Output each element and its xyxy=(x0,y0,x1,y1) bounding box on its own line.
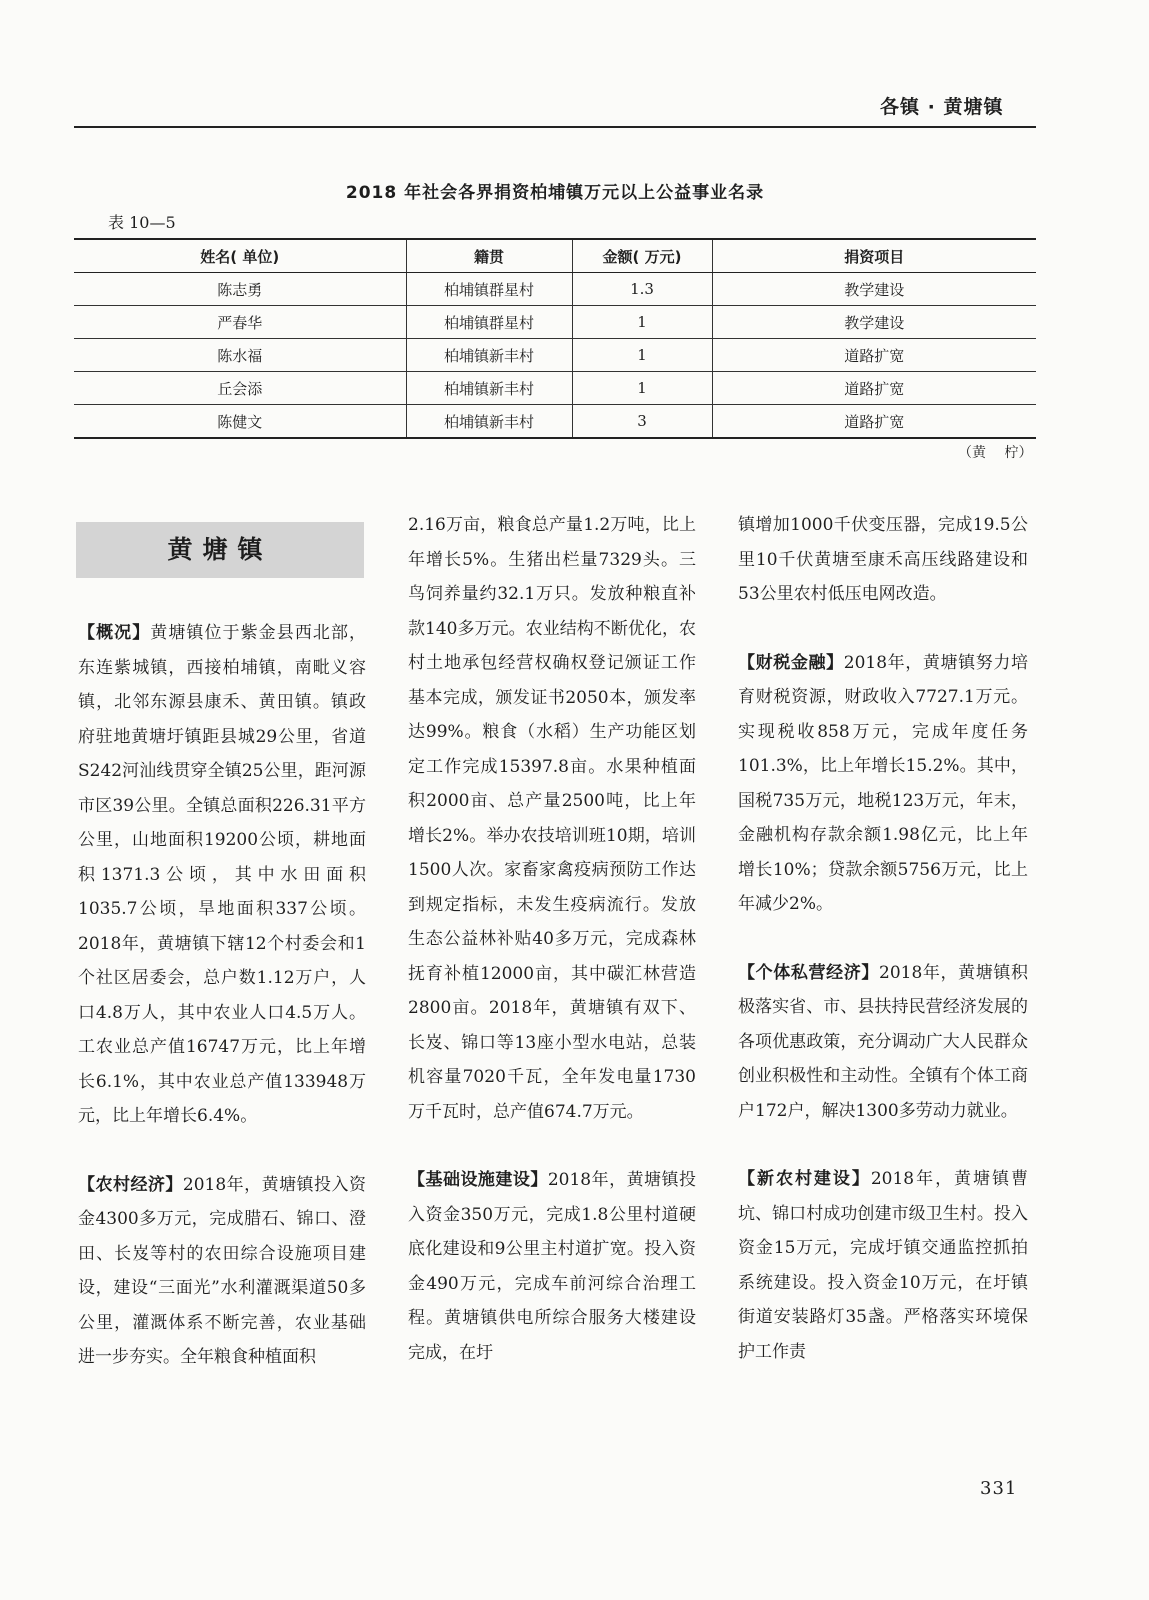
cell-name: 陈水福 xyxy=(74,339,406,372)
cell-origin: 柏埔镇群星村 xyxy=(406,273,572,306)
cell-amount: 1 xyxy=(572,306,712,339)
cell-name: 陈志勇 xyxy=(74,273,406,306)
table-row xyxy=(74,306,1036,339)
paragraph-heading: 【农村经济】 xyxy=(78,1174,183,1195)
paragraph-heading: 【财税金融】 xyxy=(738,652,844,673)
paragraph-private-economy xyxy=(738,956,1028,1129)
table-title: 2018 年社会各界捐资柏埔镇万元以上公益事业名录 xyxy=(345,183,765,203)
paragraph-text: 2018年，黄塘镇投入资金4300多万元，完成腊石、锦口、澄田、长岌等村的农田综合设施项目建设，建设“三面光”水利灌溉渠道50多公里，灌溉体系不断完善，农业基础进一步夯实。全年粮食种植面积 xyxy=(78,1174,367,1367)
table-author: （黄 柠） xyxy=(958,445,1033,461)
header-rule xyxy=(74,126,1036,128)
cell-project: 道路扩宽 xyxy=(712,372,1036,405)
cell-name: 陈健文 xyxy=(74,405,406,439)
paragraph-text: 镇增加1000千伏变压器，完成19.5公里10千伏黄塘至康禾高压线路建设和53公里农村低压电网改造。 xyxy=(738,515,1028,604)
cell-origin: 柏埔镇新丰村 xyxy=(406,372,572,405)
cell-amount: 1 xyxy=(572,372,712,405)
cell-project: 道路扩宽 xyxy=(712,339,1036,372)
paragraph-overview xyxy=(78,616,366,1134)
text-column-1 xyxy=(78,616,366,1375)
column-header-project: 捐资项目 xyxy=(712,239,1036,273)
column-header-amount: 金额( 万元) xyxy=(572,239,712,273)
cell-project: 教学建设 xyxy=(712,273,1036,306)
donation-table xyxy=(74,238,1036,439)
cell-origin: 柏埔镇新丰村 xyxy=(406,339,572,372)
paragraph-text: 2018年，黄塘镇投入资金350万元，完成1.8公里村道硬底化建设和9公里主村道扩宽。投入资金490万元，完成车前河综合治理工程。黄塘镇供电所综合服务大楼建设完成，在圩 xyxy=(408,1170,697,1363)
table-header-row xyxy=(74,239,1036,273)
paragraph-heading: 【个体私营经济】 xyxy=(738,962,879,983)
column-header-name: 姓名( 单位) xyxy=(74,239,406,273)
paragraph-text: 2018年，黄塘镇努力培育财税资源，财政收入7727.1万元。实现税收858万元，完成年度任务101.3%，比上年增长15.2%。其中，国税735万元，地税123万元，年末，金融机构存款余额1.98亿元，比上年增长10%；贷款余额5756万元，比上年减少2%。 xyxy=(738,652,1029,914)
paragraph-text: 黄塘镇位于紫金县西北部，东连紫城镇，西接柏埔镇，南毗义容镇，北邻东源县康禾、黄田镇。镇政府驻地黄塘圩镇距县城29公里，省道S242河汕线贯穿全镇25公里，距河源市区39公里。全镇总面积226.31平方公里，山地面积19200公顷，耕地面积1371.3公顷，其中水田面积1035.7公顷，旱地面积337公顷。2018年，黄塘镇下辖12个村委会和1个社区居委会，总户数1.12万户，人口4.8万人，其中农业人口4.5万人。工农业总产值16747万元，比上年增长6.1%，其中农业总产值133948万元，比上年增长6.4%。 xyxy=(78,623,367,1126)
paragraph-new-rural xyxy=(738,1162,1028,1369)
paragraph-text: 2018年，黄塘镇积极落实省、市、县扶持民营经济发展的各项优惠政策，充分调动广大人民群众创业积极性和主动性。全镇有个体工商户172户，解决1300多劳动力就业。 xyxy=(738,962,1029,1121)
table-row xyxy=(74,339,1036,372)
section-title: 黄塘镇 xyxy=(76,522,364,578)
cell-amount: 1 xyxy=(572,339,712,372)
text-column-3 xyxy=(738,508,1028,1369)
cell-origin: 柏埔镇群星村 xyxy=(406,306,572,339)
cell-project: 教学建设 xyxy=(712,306,1036,339)
cell-name: 丘会添 xyxy=(74,372,406,405)
table-label: 表 10—5 xyxy=(108,213,176,232)
table-row xyxy=(74,273,1036,306)
column-header-origin: 籍贯 xyxy=(406,239,572,273)
paragraph-infrastructure-cont xyxy=(738,508,1028,612)
page-number: 331 xyxy=(980,1478,1018,1499)
cell-project: 道路扩宽 xyxy=(712,405,1036,439)
paragraph-infrastructure xyxy=(408,1163,696,1370)
paragraph-heading: 【新农村建设】 xyxy=(738,1169,871,1189)
paragraph-rural-economy-cont xyxy=(408,508,696,1129)
paragraph-text: 2.16万亩，粮食总产量1.2万吨，比上年增长5%。生猪出栏量7329头。三鸟饲养量约32.1万只。发放种粮直补款140多万元。农业结构不断优化，农村土地承包经营权确权登记颁证工作基本完成，颁发证书2050本，颁发率达99%。粮食（水稻）生产功能区划定工作完成15397.8亩。水果种植面积2000亩、总产量2500吨，比上年增长2%。举办农技培训班10期，培训1500人次。家畜家禽疫病预防工作达到规定指标，未发生疫病流行。发放生态公益林补贴40多万元，完成森林抚育补植12000亩，其中碳汇林营造2800亩。2018年，黄塘镇有双下、长岌、锦口等13座小型水电站，总装机容量7020千瓦，全年发电量1730万千瓦时，总产值674.7万元。 xyxy=(408,515,696,1122)
cell-amount: 1.3 xyxy=(572,273,712,306)
cell-name: 严春华 xyxy=(74,306,406,339)
paragraph-heading: 【基础设施建设】 xyxy=(408,1170,548,1190)
text-column-2 xyxy=(408,508,696,1370)
cell-amount: 3 xyxy=(572,405,712,439)
paragraph-finance xyxy=(738,646,1028,922)
paragraph-heading: 【概况】 xyxy=(78,623,151,643)
running-header: 各镇 · 黄塘镇 xyxy=(880,96,1004,118)
paragraph-rural-economy xyxy=(78,1168,366,1375)
table-row xyxy=(74,372,1036,405)
paragraph-text: 2018年，黄塘镇曹坑、锦口村成功创建市级卫生村。投入资金15万元，完成圩镇交通监控抓拍系统建设。投入资金10万元，在圩镇街道安装路灯35盏。严格落实环境保护工作责 xyxy=(738,1169,1029,1362)
table-row xyxy=(74,405,1036,439)
cell-origin: 柏埔镇新丰村 xyxy=(406,405,572,439)
